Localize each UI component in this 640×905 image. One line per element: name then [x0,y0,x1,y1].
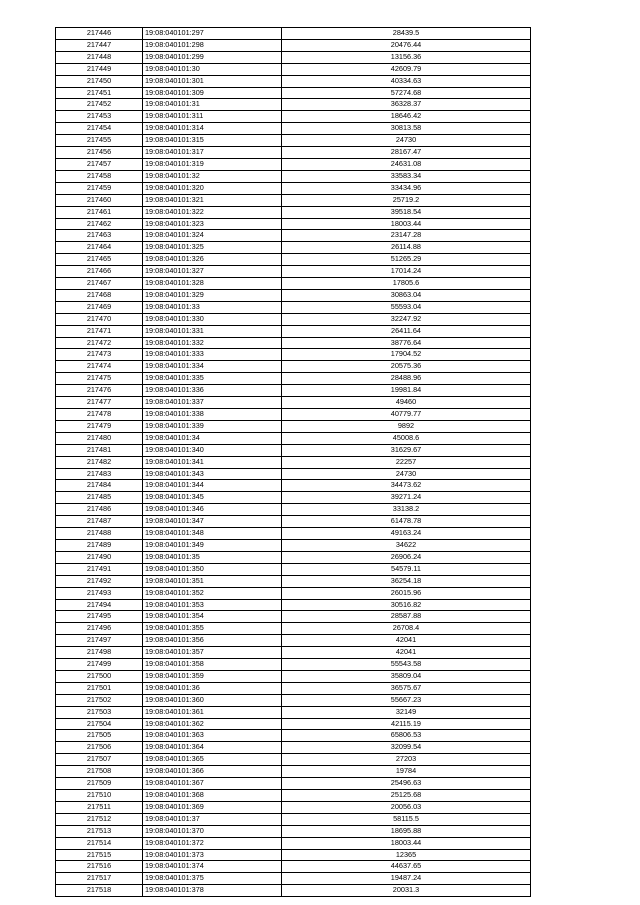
cadastral-number-cell: 19:08:040101:337 [143,397,282,409]
cadastral-number-cell: 19:08:040101:340 [143,444,282,456]
amount-cell: 39271.24 [282,492,531,504]
amount-cell: 27203 [282,754,531,766]
amount-cell: 34473.62 [282,480,531,492]
table-row [56,849,531,861]
amount-cell: 26015.96 [282,587,531,599]
table-row [56,373,531,385]
amount-cell: 25125.68 [282,790,531,802]
amount-cell: 28587.88 [282,611,531,623]
cadastral-number-cell: 19:08:040101:358 [143,659,282,671]
row-id-cell: 217467 [56,278,143,290]
table-row [56,635,531,647]
cadastral-number-cell: 19:08:040101:349 [143,539,282,551]
amount-cell: 26114.88 [282,242,531,254]
table-row [56,861,531,873]
row-id-cell: 217486 [56,504,143,516]
amount-cell: 45008.6 [282,432,531,444]
table-row [56,456,531,468]
table-row [56,87,531,99]
amount-cell: 19487.24 [282,873,531,885]
row-id-cell: 217470 [56,313,143,325]
cadastral-number-cell: 19:08:040101:374 [143,861,282,873]
cadastral-number-cell: 19:08:040101:333 [143,349,282,361]
cadastral-number-cell: 19:08:040101:325 [143,242,282,254]
cadastral-number-cell: 19:08:040101:344 [143,480,282,492]
row-id-cell: 217517 [56,873,143,885]
data-table [55,27,531,897]
cadastral-number-cell: 19:08:040101:360 [143,694,282,706]
row-id-cell: 217481 [56,444,143,456]
cadastral-number-cell: 19:08:040101:324 [143,230,282,242]
amount-cell: 39518.54 [282,206,531,218]
row-id-cell: 217499 [56,659,143,671]
table-row [56,742,531,754]
cadastral-number-cell: 19:08:040101:309 [143,87,282,99]
cadastral-number-cell: 19:08:040101:375 [143,873,282,885]
cadastral-number-cell: 19:08:040101:31 [143,99,282,111]
amount-cell: 22257 [282,456,531,468]
row-id-cell: 217469 [56,301,143,313]
row-id-cell: 217492 [56,575,143,587]
amount-cell: 61478.78 [282,516,531,528]
amount-cell: 20031.3 [282,885,531,897]
cadastral-number-cell: 19:08:040101:30 [143,63,282,75]
table-row [56,99,531,111]
table-row [56,397,531,409]
table-row [56,563,531,575]
row-id-cell: 217473 [56,349,143,361]
amount-cell: 18003.44 [282,837,531,849]
cadastral-number-cell: 19:08:040101:326 [143,254,282,266]
table-row [56,242,531,254]
cadastral-number-cell: 19:08:040101:329 [143,289,282,301]
amount-cell: 36575.67 [282,682,531,694]
row-id-cell: 217485 [56,492,143,504]
cadastral-number-cell: 19:08:040101:339 [143,420,282,432]
row-id-cell: 217497 [56,635,143,647]
row-id-cell: 217515 [56,849,143,861]
cadastral-number-cell: 19:08:040101:366 [143,766,282,778]
cadastral-number-cell: 19:08:040101:36 [143,682,282,694]
row-id-cell: 217494 [56,599,143,611]
cadastral-number-cell: 19:08:040101:355 [143,623,282,635]
row-id-cell: 217502 [56,694,143,706]
amount-cell: 28439.5 [282,28,531,40]
table-row [56,111,531,123]
table-row [56,659,531,671]
cadastral-number-cell: 19:08:040101:34 [143,432,282,444]
amount-cell: 33583.34 [282,170,531,182]
amount-cell: 24730 [282,135,531,147]
amount-cell: 40334.63 [282,75,531,87]
amount-cell: 19981.84 [282,385,531,397]
cadastral-number-cell: 19:08:040101:347 [143,516,282,528]
row-id-cell: 217463 [56,230,143,242]
row-id-cell: 217461 [56,206,143,218]
amount-cell: 9892 [282,420,531,432]
cadastral-number-cell: 19:08:040101:367 [143,778,282,790]
cadastral-number-cell: 19:08:040101:332 [143,337,282,349]
amount-cell: 32099.54 [282,742,531,754]
amount-cell: 24631.08 [282,158,531,170]
table-row [56,492,531,504]
table-row [56,432,531,444]
table-row [56,516,531,528]
amount-cell: 17014.24 [282,266,531,278]
table-row [56,337,531,349]
table-row [56,206,531,218]
table-row [56,266,531,278]
amount-cell: 33138.2 [282,504,531,516]
cadastral-number-cell: 19:08:040101:311 [143,111,282,123]
amount-cell: 19784 [282,766,531,778]
cadastral-number-cell: 19:08:040101:359 [143,670,282,682]
cadastral-number-cell: 19:08:040101:314 [143,123,282,135]
table-row [56,313,531,325]
row-id-cell: 217460 [56,194,143,206]
amount-cell: 36328.37 [282,99,531,111]
row-id-cell: 217500 [56,670,143,682]
row-id-cell: 217518 [56,885,143,897]
amount-cell: 38776.64 [282,337,531,349]
table-row [56,885,531,897]
amount-cell: 20476.44 [282,39,531,51]
row-id-cell: 217507 [56,754,143,766]
cadastral-number-cell: 19:08:040101:317 [143,147,282,159]
table-row [56,51,531,63]
cadastral-number-cell: 19:08:040101:368 [143,790,282,802]
amount-cell: 42609.79 [282,63,531,75]
cadastral-number-cell: 19:08:040101:321 [143,194,282,206]
cadastral-number-cell: 19:08:040101:351 [143,575,282,587]
table-row [56,135,531,147]
cadastral-number-cell: 19:08:040101:364 [143,742,282,754]
row-id-cell: 217490 [56,551,143,563]
row-id-cell: 217511 [56,801,143,813]
amount-cell: 33434.96 [282,182,531,194]
amount-cell: 17904.52 [282,349,531,361]
amount-cell: 30863.04 [282,289,531,301]
row-id-cell: 217496 [56,623,143,635]
cadastral-number-cell: 19:08:040101:338 [143,409,282,421]
row-id-cell: 217483 [56,468,143,480]
table-row [56,504,531,516]
cadastral-number-cell: 19:08:040101:348 [143,528,282,540]
amount-cell: 49163.24 [282,528,531,540]
cadastral-number-cell: 19:08:040101:334 [143,361,282,373]
amount-cell: 26411.64 [282,325,531,337]
amount-cell: 32247.92 [282,313,531,325]
amount-cell: 51265.29 [282,254,531,266]
cadastral-number-cell: 19:08:040101:32 [143,170,282,182]
row-id-cell: 217479 [56,420,143,432]
cadastral-number-cell: 19:08:040101:301 [143,75,282,87]
cadastral-number-cell: 19:08:040101:336 [143,385,282,397]
amount-cell: 30813.58 [282,123,531,135]
cadastral-number-cell: 19:08:040101:369 [143,801,282,813]
row-id-cell: 217447 [56,39,143,51]
amount-cell: 54579.11 [282,563,531,575]
cadastral-number-cell: 19:08:040101:335 [143,373,282,385]
amount-cell: 55543.58 [282,659,531,671]
amount-cell: 20575.36 [282,361,531,373]
cadastral-number-cell: 19:08:040101:297 [143,28,282,40]
row-id-cell: 217456 [56,147,143,159]
amount-cell: 28488.96 [282,373,531,385]
cadastral-number-cell: 19:08:040101:330 [143,313,282,325]
amount-cell: 26708.4 [282,623,531,635]
row-id-cell: 217505 [56,730,143,742]
amount-cell: 49460 [282,397,531,409]
table-row [56,873,531,885]
row-id-cell: 217446 [56,28,143,40]
table-row [56,670,531,682]
table-row [56,301,531,313]
amount-cell: 55667.23 [282,694,531,706]
table-row [56,325,531,337]
amount-cell: 24730 [282,468,531,480]
table-body [56,28,531,897]
cadastral-number-cell: 19:08:040101:322 [143,206,282,218]
table-row [56,63,531,75]
table-row [56,539,531,551]
row-id-cell: 217480 [56,432,143,444]
table-row [56,28,531,40]
row-id-cell: 217450 [56,75,143,87]
table-row [56,218,531,230]
cadastral-number-cell: 19:08:040101:320 [143,182,282,194]
row-id-cell: 217449 [56,63,143,75]
table-row [56,706,531,718]
amount-cell: 23147.28 [282,230,531,242]
cadastral-number-cell: 19:08:040101:35 [143,551,282,563]
table-row [56,718,531,730]
amount-cell: 30516.82 [282,599,531,611]
amount-cell: 18003.44 [282,218,531,230]
cadastral-number-cell: 19:08:040101:356 [143,635,282,647]
table-row [56,551,531,563]
cadastral-number-cell: 19:08:040101:350 [143,563,282,575]
table-row [56,730,531,742]
amount-cell: 32149 [282,706,531,718]
amount-cell: 25719.2 [282,194,531,206]
row-id-cell: 217509 [56,778,143,790]
table-row [56,778,531,790]
amount-cell: 34622 [282,539,531,551]
amount-cell: 40779.77 [282,409,531,421]
row-id-cell: 217453 [56,111,143,123]
amount-cell: 65806.53 [282,730,531,742]
row-id-cell: 217493 [56,587,143,599]
row-id-cell: 217503 [56,706,143,718]
row-id-cell: 217489 [56,539,143,551]
row-id-cell: 217476 [56,385,143,397]
row-id-cell: 217482 [56,456,143,468]
table-row [56,75,531,87]
row-id-cell: 217471 [56,325,143,337]
table-row [56,623,531,635]
row-id-cell: 217513 [56,825,143,837]
amount-cell: 18646.42 [282,111,531,123]
row-id-cell: 217488 [56,528,143,540]
cadastral-number-cell: 19:08:040101:33 [143,301,282,313]
table-row [56,825,531,837]
amount-cell: 44637.65 [282,861,531,873]
cadastral-number-cell: 19:08:040101:323 [143,218,282,230]
amount-cell: 58115.5 [282,813,531,825]
table-row [56,409,531,421]
table-row [56,837,531,849]
amount-cell: 42041 [282,647,531,659]
amount-cell: 36254.18 [282,575,531,587]
row-id-cell: 217477 [56,397,143,409]
amount-cell: 26906.24 [282,551,531,563]
table-row [56,123,531,135]
cadastral-number-cell: 19:08:040101:299 [143,51,282,63]
table-row [56,468,531,480]
row-id-cell: 217512 [56,813,143,825]
row-id-cell: 217454 [56,123,143,135]
row-id-cell: 217466 [56,266,143,278]
row-id-cell: 217459 [56,182,143,194]
cadastral-number-cell: 19:08:040101:372 [143,837,282,849]
amount-cell: 35809.04 [282,670,531,682]
cadastral-number-cell: 19:08:040101:352 [143,587,282,599]
row-id-cell: 217452 [56,99,143,111]
row-id-cell: 217478 [56,409,143,421]
cadastral-number-cell: 19:08:040101:298 [143,39,282,51]
cadastral-number-cell: 19:08:040101:343 [143,468,282,480]
row-id-cell: 217508 [56,766,143,778]
table-row [56,278,531,290]
cadastral-number-cell: 19:08:040101:319 [143,158,282,170]
table-row [56,147,531,159]
cadastral-number-cell: 19:08:040101:365 [143,754,282,766]
row-id-cell: 217495 [56,611,143,623]
table-row [56,599,531,611]
row-id-cell: 217465 [56,254,143,266]
cadastral-number-cell: 19:08:040101:354 [143,611,282,623]
row-id-cell: 217468 [56,289,143,301]
table-row [56,480,531,492]
table-row [56,647,531,659]
table-row [56,39,531,51]
table-row [56,528,531,540]
amount-cell: 25496.63 [282,778,531,790]
cadastral-number-cell: 19:08:040101:331 [143,325,282,337]
row-id-cell: 217472 [56,337,143,349]
amount-cell: 31629.67 [282,444,531,456]
row-id-cell: 217474 [56,361,143,373]
table-row [56,230,531,242]
row-id-cell: 217457 [56,158,143,170]
table-row [56,182,531,194]
cadastral-number-cell: 19:08:040101:346 [143,504,282,516]
amount-cell: 42041 [282,635,531,647]
table-row [56,158,531,170]
cadastral-number-cell: 19:08:040101:363 [143,730,282,742]
amount-cell: 42115.19 [282,718,531,730]
table-row [56,754,531,766]
table-row [56,420,531,432]
table-row [56,349,531,361]
amount-cell: 55593.04 [282,301,531,313]
row-id-cell: 217506 [56,742,143,754]
cadastral-number-cell: 19:08:040101:315 [143,135,282,147]
row-id-cell: 217498 [56,647,143,659]
amount-cell: 18695.88 [282,825,531,837]
table-row [56,611,531,623]
row-id-cell: 217451 [56,87,143,99]
cadastral-number-cell: 19:08:040101:345 [143,492,282,504]
table-row [56,694,531,706]
amount-cell: 57274.68 [282,87,531,99]
row-id-cell: 217516 [56,861,143,873]
row-id-cell: 217514 [56,837,143,849]
cadastral-number-cell: 19:08:040101:362 [143,718,282,730]
row-id-cell: 217448 [56,51,143,63]
table-row [56,790,531,802]
row-id-cell: 217458 [56,170,143,182]
row-id-cell: 217510 [56,790,143,802]
amount-cell: 28167.47 [282,147,531,159]
row-id-cell: 217455 [56,135,143,147]
table-row [56,575,531,587]
cadastral-number-cell: 19:08:040101:341 [143,456,282,468]
table-row [56,194,531,206]
cadastral-number-cell: 19:08:040101:373 [143,849,282,861]
table-row [56,361,531,373]
table-row [56,682,531,694]
table-row [56,587,531,599]
table-row [56,385,531,397]
cadastral-number-cell: 19:08:040101:370 [143,825,282,837]
table-row [56,170,531,182]
cadastral-number-cell: 19:08:040101:361 [143,706,282,718]
table-row [56,289,531,301]
row-id-cell: 217491 [56,563,143,575]
row-id-cell: 217501 [56,682,143,694]
cadastral-number-cell: 19:08:040101:353 [143,599,282,611]
cadastral-number-cell: 19:08:040101:378 [143,885,282,897]
cadastral-number-cell: 19:08:040101:37 [143,813,282,825]
table-row [56,766,531,778]
row-id-cell: 217464 [56,242,143,254]
row-id-cell: 217487 [56,516,143,528]
cadastral-number-cell: 19:08:040101:328 [143,278,282,290]
row-id-cell: 217462 [56,218,143,230]
amount-cell: 12365 [282,849,531,861]
table-row [56,801,531,813]
cadastral-number-cell: 19:08:040101:357 [143,647,282,659]
table-row [56,254,531,266]
row-id-cell: 217484 [56,480,143,492]
amount-cell: 20056.03 [282,801,531,813]
row-id-cell: 217475 [56,373,143,385]
row-id-cell: 217504 [56,718,143,730]
table-row [56,813,531,825]
amount-cell: 13156.36 [282,51,531,63]
amount-cell: 17805.6 [282,278,531,290]
cadastral-number-cell: 19:08:040101:327 [143,266,282,278]
table-row [56,444,531,456]
